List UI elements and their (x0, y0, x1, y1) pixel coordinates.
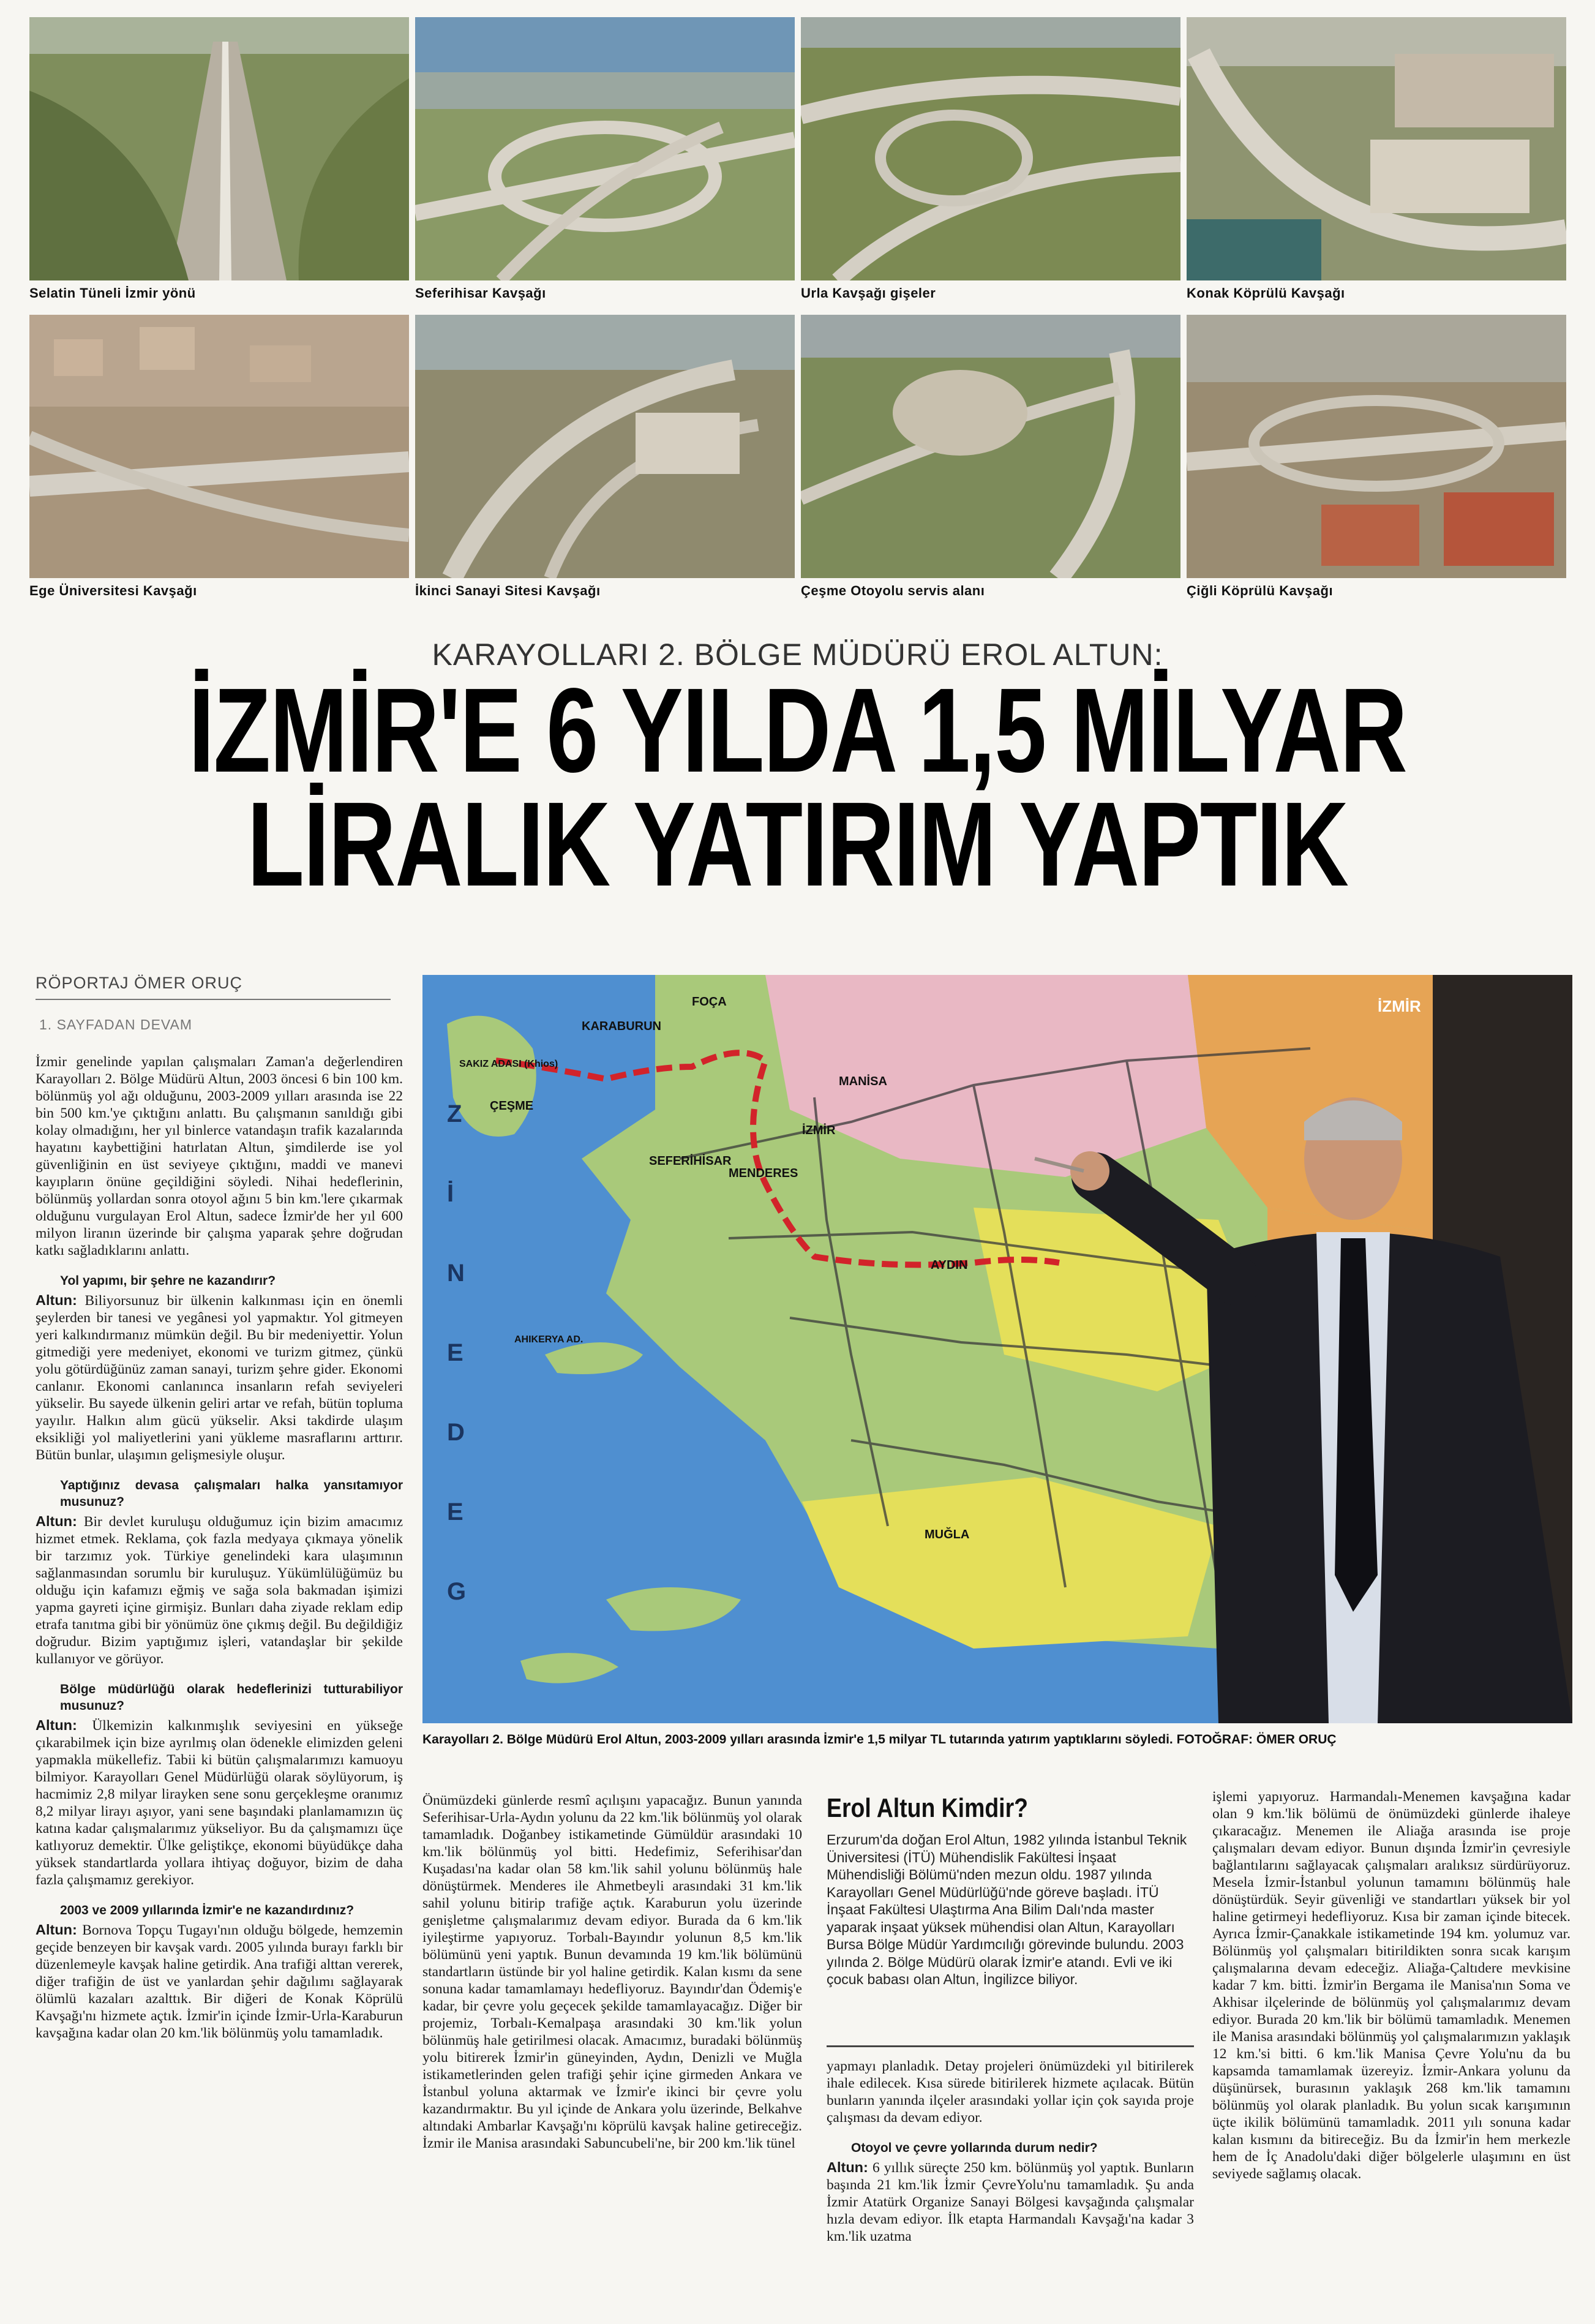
photo-caption: İkinci Sanayi Sitesi Kavşağı (415, 583, 601, 598)
map-caption-text: Karayolları 2. Bölge Müdürü Erol Altun, 2003-2009 yılları arasında İzmir'e 1,5 milyar TL tutarında yatırım yaptıklarını söyledi. (422, 1732, 1173, 1747)
photo-caption: Ege Üniversitesi Kavşağı (29, 583, 197, 598)
map-label-cesme: ÇEŞME (490, 1099, 534, 1113)
continued-from: 1. SAYFADAN DEVAM (39, 1017, 193, 1032)
photo-urla-tollbooth (801, 17, 1180, 280)
answer-lead: Altun: (36, 1513, 77, 1529)
question-2: Yaptığınız devasa çalışmaları halka yansıtamıyor musunuz? (60, 1478, 403, 1509)
column-3-text: yapmayı planladık. Detay projeleri önümüzdeki yıl bitirilerek ihale edilecek. Kısa sürede bitirilerek hizmete açılacak. Bütün bunların yanında ilçeler arasındaki yollar için çok sayıda proje çalışması da devam ediyor. (827, 2058, 1194, 2126)
headline-line-2: LİRALIK YATIRIM YAPTIK (247, 777, 1348, 911)
question-1: Yol yapımı, bir şehre ne kazandırır? (60, 1274, 276, 1288)
photo-konak-bridge (1187, 17, 1566, 280)
answer-lead: Altun: (36, 1292, 77, 1308)
column-2-text: Önümüzdeki günlerde resmî açılışını yapacağız. Bunun yanında Seferihisar-Urla-Aydın yolunu da 22 km.'lik bölünmüş yol olarak tamamladık. Doğanbey istikametinde Gümüldür arasındaki 10 km.'lik bölünmüş yol bitti. Hedefimiz, Seferihisar'dan Kuşadası'na kadar olan 58 km.'lik sahil yolunu bölünmüş hale dönüştürmek. Menderes ile Ahmetbeyli arasındaki 31 km.'lik sahil yolunu bitirip trafiğe açtık. Karaburun yolu üzerinde genişletme çalışmalarımız devam ediyor. Burada da 6 km.'lik iyileştirme yapıyoruz. Torbalı-Bayındır yolunun 8,5 km.'lik bölümünü yeni yaptık. Bunun devamında 19 km.'lik bölümünü standartların üstünde bir yol haline getirdik. Kalan kısmı da sene sonuna kadar tamamlamayı hedefliyoruz. Bayındır'dan Ödemiş'e kadar, bir çevre yolu geçecek şekilde tamamlayacağız. Diğer bir projemiz, Torbalı-Kemalpaşa arasındaki 30 km.'lik yolun bölünmüş hale getirilmesi olacak. Amacımız, buradaki bölünmüş yolu bitirerek İzmir'in güneyinden, Aydın, Denizli ve Muğla istikametlerinden gelen trafiği şehir içine girmeden Ankara ve İstanbul yoluna aktarmak ve İzmir'e ikinci bir çevre yolu kazandırmaktır. Bu yıl içinde de Ankara yolu üzerinde, Belkahve altındaki Ambarlar Kavşağı'nı köprülü kavşak haline getireceğiz. İzmir ile Manisa arasındaki Sabuncubeli'ne, bir 200 km.'lik tünel (422, 1792, 802, 2151)
photo-cesme-service (801, 315, 1180, 578)
photo-caption: Selatin Tüneli İzmir yönü (29, 285, 196, 301)
answer-lead: Altun: (827, 2159, 868, 2175)
article-headline (176, 663, 1420, 911)
photo-grid (29, 17, 1566, 605)
photo-selatin-tunnel (29, 17, 409, 280)
map-sea-letter: Z (447, 1100, 462, 1127)
article-kicker: KARAYOLLARI 2. BÖLGE MÜDÜRÜ EROL ALTUN: (432, 637, 1163, 672)
photo-caption: Çiğli Köprülü Kavşağı (1187, 583, 1334, 598)
map-sea-letter: E (447, 1339, 463, 1366)
map-sea-letter: G (447, 1578, 467, 1605)
map-sea-letter: E (447, 1499, 463, 1525)
answer-1 (36, 1292, 403, 1464)
answer-lead: Altun: (36, 1717, 77, 1733)
map-label-seferihisar: SEFERİHİSAR (649, 1154, 732, 1168)
byline: RÖPORTAJ ÖMER ORUÇ (36, 974, 391, 1000)
photo-caption: Seferihisar Kavşağı (415, 285, 546, 301)
answer-3 (36, 1717, 403, 1889)
photo-caption: Konak Köprülü Kavşağı (1187, 285, 1345, 301)
photo-credit: FOTOĞRAF: ÖMER ORUÇ (1176, 1732, 1337, 1747)
answer-lead: Altun: (36, 1922, 77, 1938)
map-caption (422, 1731, 1572, 1749)
column-4-text: işlemi yapıyoruz. Harmandalı-Menemen kavşağına kadar olan 9 km.'lik bölümü de önümüzdeki günlerde ihaleye çıkaracağız. Menemen ile Aliağa arasında ise proje çalışmaları devam ediyor. Bunun dışında İzmir'in çevresiyle bağlantılarını sağlayacak çalışmaları aralıksız sürdürüyoruz. Mesela İzmir-İstanbul yolunun tamamını bölünmüş hale dönüştürdük. Seyir güvenliği ve standartları yüksek bir yol haline getirmeyi hedefliyoruz. Kısa bir zaman içinde bitecek. Ayrıca İzmir-Çanakkale istikametinde 194 km. yolumuz var. Bölünmüş yol çalışmaları bitirildikten sonra sıcak karışım çalışmalarına devam edeceğiz. Aliağa-Çaltıdere mevkisine kadar 7 km. bitti. İzmir'in Bergama ile Manisa'nın Soma ve Akhisar ilçelerinde de bölünmüş yol çalışmalarımız devam ediyor. Burada 20 km.'lik bir bölümü tamamladık. Menemen ile Manisa arasındaki bölünmüş yol çalışmalarımızın yaklaşık 12 km.'si bitti. 6 km.'lik Manisa Çevre Yolu'nu da bu kapsamda tamamlamak üzereyiz. İzmir-Ankara yolunu da düşünürsek, burasının yaklaşık 268 km.'lik tamamını bölünmüş yol olarak planladık. Bu yolun sıcak karışımının üçte ikilik bölümünü tamamladık. 2011 yılı sonuna kadar kalan kısmını da bitireceğiz. Bu da İzmir'in hem merkezle hem de İç Anadolu'daki diğer bölgelerle ulaşımını en üst seviyede sağlamış olacak. (1212, 1789, 1571, 2182)
column-4 (1212, 1788, 1571, 2185)
map-photo (422, 975, 1572, 1723)
map-label-ahikerya: AHIKERYA AD. (514, 1334, 584, 1345)
column-1 (36, 1053, 403, 2044)
map-label-izmir: İZMİR (802, 1124, 836, 1137)
question-5: Otoyol ve çevre yollarında durum nedir? (851, 2141, 1098, 2155)
answer-text: Ülkemizin kalkınmışlık seviyesini en yükseğe çıkarabilmek için bize ayrılmış olan ödenekle elimizden geleni yapmakla mükellefiz. Tabii ki bütün çalışmalarımızı kamuoyu bilmiyor. Karayolları Genel Müdürlüğü olarak söylüyorum, iş hacmimiz 2,8 milyar lirayken sene sonu gerçekleşme oranımız 8,2 milyar lirayı aşıyor, yani sene başındaki planlamamızın üç katına kadar çalışmalarımız yükseliyor. Bu da çalışmamızı üçe katlıyoruz demektir. Ülke geliştikçe, ekonomi büyüdükçe daha yüksek standartlarda yollara ihtiyaç doğuyor, bizim de daha fazla çalışmamız gerekiyor. (36, 1718, 403, 1888)
photo-cigli-bridge (1187, 315, 1566, 578)
answer-text: Bir devlet kuruluşu olduğumuz için bizim amacımız hizmet etmek. Reklama, çok fazla medyaya çıkmaya yönelik bir tarzımız yok. Türkiye genelindeki kara ulaşımının sağlanmasından sorumlu bir kuruluşuz. Yükümlülüğümüz bu olduğu için kafamızı eğmiş ve sağa sola bakmadan işimizi yapma gayreti içine girmişiz. Bunları daha ziyade reklam edip etrafa tanıtma gibi bir yönümüz öne çıkmış değil. Bu değildiğiz doğrudur. Bizim yaptığımız işleri, vatandaşlar bir şekilde kullanıyor ve görüyor. (36, 1514, 403, 1667)
map-label-karaburun: KARABURUN (582, 1020, 661, 1033)
answer-text: Biliyorsunuz bir ülkenin kalkınması için en önemli şeylerden bir tanesi ve yegânesi yol yapmaktır. Yol gitmeyen yeri kalkındırmanız mümkün değil. Bu bir medeniyettir. Yolun gitmediği yere medeniyet, ekonomi ve turizm gitmez, çünkü yolu götürdüğünüz zaman sanayi, turizm şehre gider. Ekonomi canlanır. Ekonomi canlanınca insanların refah seviyeleri yükselir. Bu sayede ülkenin geliri artar ve refah, bütün topluma yayılır. Halkın alım gücü yükselir. Aksi takdirde ulaşım eksikliği yol maliyetlerini yani yükleme masraflarını arttırır. Bütün bunlar, ulaşımın gelişmesiyle oluşur. (36, 1293, 403, 1463)
map-sea-letter: İ (447, 1180, 454, 1207)
intro-paragraph: İzmir genelinde yapılan çalışmaları Zaman'a değerlendiren Karayolları 2. Bölge Müdürü Altun, 2003 öncesi 6 bin 100 km. bölünmüş yol ağı olduğunu, 2003-2009 yılları arasında ise 22 bin 500 km.'ye çıktığını anlattı. Bu çalışmanın sanıldığı gibi kolay olmadığını, her yıl binlerce vatandaşın trafik kazalarında hayatını kaybettiğini hatırlatan Altun, şimdilerde ise yol güvenliğinin en üst seviyeye çıktığını, maddi ve manevi kayıpların önüne geçildiğini söyledi. Nihai hedeflerinin, bölünmüş yollardan sonra otoyol ağını 5 bin km.'lere çıkarmak olduğunu vurgulayan Erol Altun, sadece İzmir'de her yıl 600 milyon liranın üzerinde bir çalışma yaparak şehre doğrudan katkı sağladıklarını anlattı. (36, 1054, 403, 1258)
map-sea-letter: N (447, 1260, 465, 1287)
map-label-mugla: MUĞLA (925, 1528, 970, 1541)
headline-line-1: İZMİR'E 6 YILDA 1,5 MİLYAR (188, 663, 1407, 797)
map-label-aydin: AYDIN (931, 1258, 968, 1272)
map-sea-letter: D (447, 1419, 465, 1446)
bio-body: Erzurum'da doğan Erol Altun, 1982 yılında İstanbul Teknik Üniversitesi (İTÜ) Mühendislik Fakültesi İnşaat Mühendisliği Bölümü'nden mezun oldu. 1987 yılında Karayolları Genel Müdürlüğü'nde göreve başladı. İTÜ İnşaat Fakültesi Ulaştırma Ana Bilim Dalı'nda master yaparak inşaat yüksek mühendisi olan Altun, Karayolları Bursa Bölge Müdür Yardımcılığı görevinde bulundu. 2003 yılında 2. Bölge Müdürü olarak İzmir'e atandı. Evli ve iki çocuk babası olan Altun, İngilizce biliyor. (827, 1832, 1187, 1987)
photo-caption: Urla Kavşağı gişeler (801, 285, 936, 301)
map-label-manisa: MANİSA (839, 1075, 887, 1088)
question-3: Bölge müdürlüğü olarak hedeflerinizi tutturabiliyor musunuz? (60, 1682, 403, 1713)
question-4: 2003 ve 2009 yıllarında İzmir'e ne kazandırdınız? (60, 1903, 355, 1917)
column-2 (422, 1792, 802, 2154)
map-label-foca: FOÇA (692, 995, 727, 1009)
column-3 (827, 2058, 1194, 2247)
answer-2 (36, 1513, 403, 1668)
map-label-sakiz: SAKIZ ADASI (Khios) (459, 1059, 558, 1069)
map-header-izmir: İZMİR (1378, 997, 1421, 1015)
photo-seferihisar-junction (415, 17, 795, 280)
photo-ege-university (29, 315, 409, 578)
bio-title: Erol Altun Kimdir? (827, 1793, 1028, 1823)
map-label-menderes: MENDERES (729, 1167, 798, 1180)
answer-4 (36, 1921, 403, 2042)
answer-5 (827, 2159, 1194, 2245)
answer-text: Bornova Topçu Tugayı'nın olduğu bölgede, hemzemin geçide benzeyen bir kavşak vardı. 2005 yılında burayı farklı bir düzenlemeyle kavşak haline getirdik. Ana trafiği alttan vererek, diğer trafiğin de üst ve yanlardan şehir dağılımı sağlayarak ölümlü kazaları azalttık. Bir diğeri de Konak Köprülü Kavşağı'nı hizmete açtık. İzmir'in içinde İzmir-Urla-Karaburun kavşağına kadar olan 20 km.'lik bölünmüş yolu tamamladık. (36, 1922, 403, 2041)
photo-second-industrial (415, 315, 795, 578)
answer-text: 6 yıllık süreçte 250 km. bölünmüş yol yaptık. Bunların başında 21 km.'lik İzmir ÇevreYolu'nu tamamladık. Şu anda İzmir Atatürk Organize Sanayi Bölgesi kavşağında çalışmalar hızla devam ediyor. İlk etapta Harmandalı Kavşağı'na kadar 3 km.'lik uzatma (827, 2160, 1195, 2244)
bio-divider (827, 2045, 1194, 2047)
photo-caption: Çeşme Otoyolu servis alanı (801, 583, 985, 598)
